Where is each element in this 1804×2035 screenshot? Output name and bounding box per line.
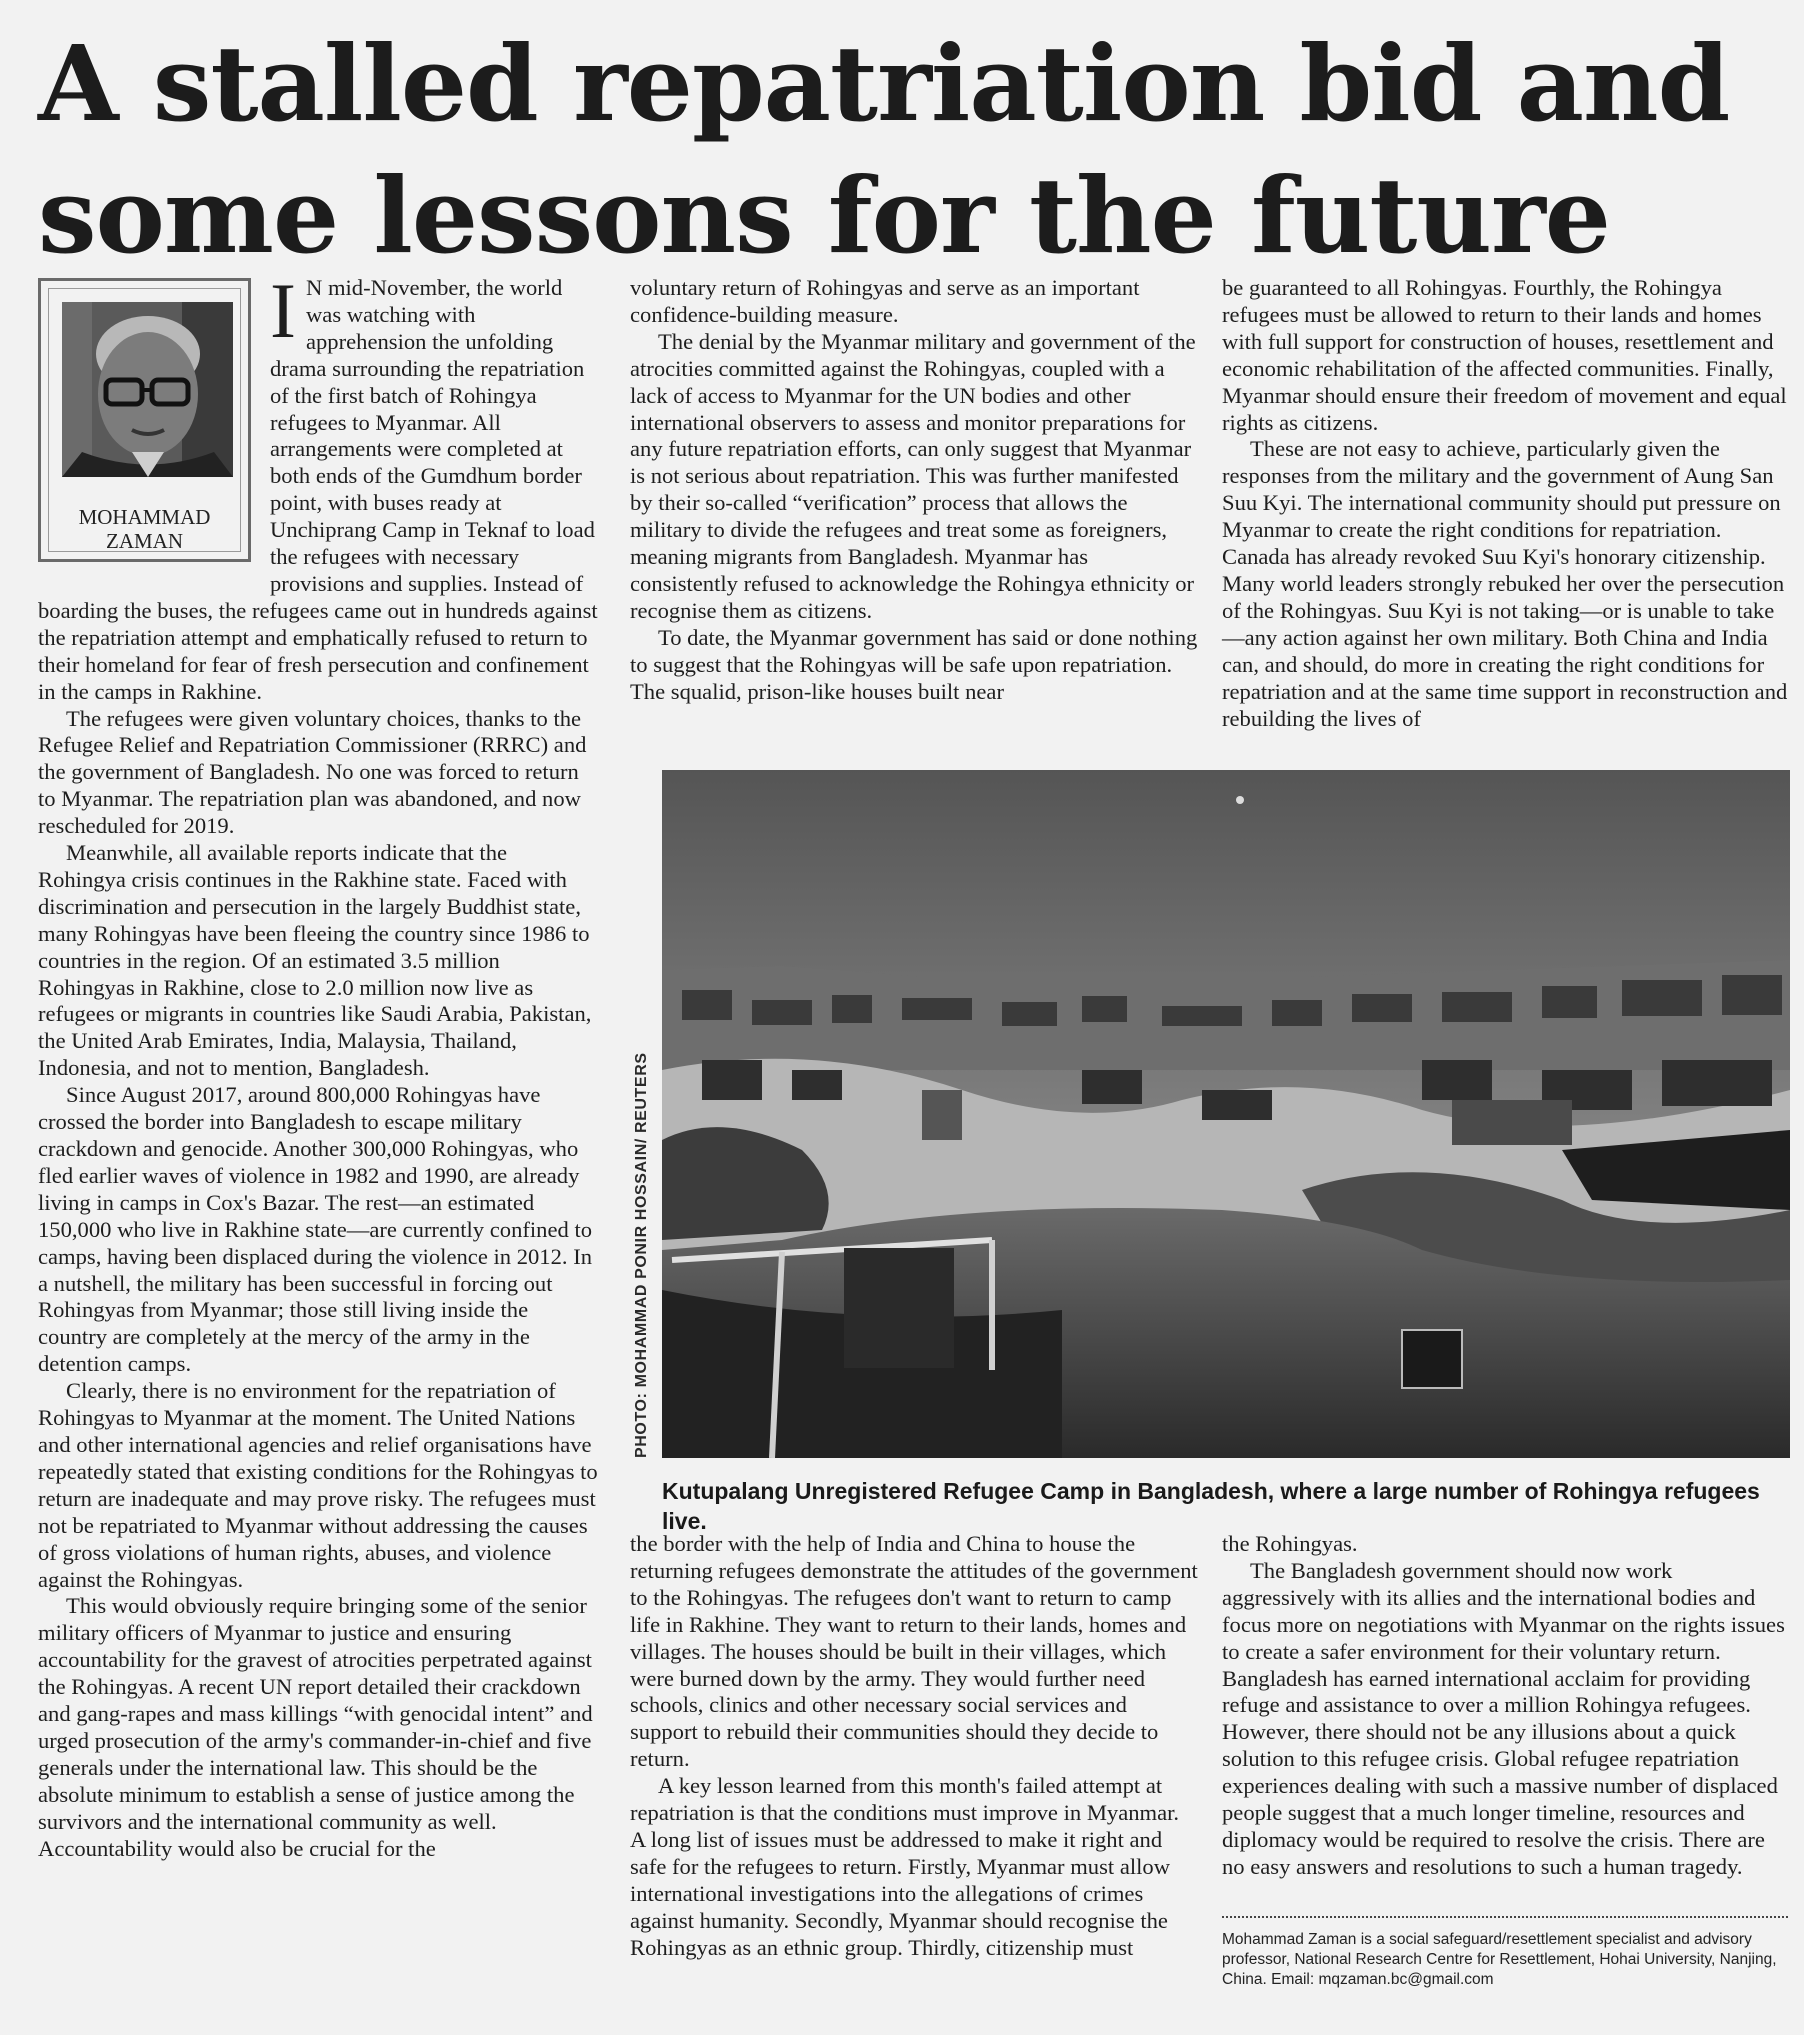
column-3-bottom xyxy=(1222,1531,1788,1881)
column-3-top xyxy=(1222,275,1788,732)
paragraph: Clearly, there is no environment for the repatriation of Rohingyas to Myanmar at the moment. The United Nations and other international agencies and relief organisations have repeatedly stated that existing conditions for the Rohingyas to return are inadequate and may prove risky. The refugees must not be repatriated to Myanmar without addressing the causes of gross violations of human rights, abuses, and violence against the Rohingyas. xyxy=(38,1378,598,1592)
author-bio: Mohammad Zaman is a social safeguard/resettlement specialist and advisory professor, National Research Centre for Resettlement, Hohai University, Nanjing, China. Email: mqzaman.bc@gmail.com xyxy=(1222,1931,1777,1988)
paragraph: be guaranteed to all Rohingyas. Fourthly, the Rohingya refugees must be allowed to return to their lands and homes with full support for construction of houses, resettlement and economic rehabilitation of the affected communities. Finally, Myanmar should ensure their freedom of movement and equal rights as citizens. xyxy=(1222,275,1787,435)
paragraph: the border with the help of India and China to house the returning refugees demonstrate the attitudes of the government to the Rohingyas. The refugees don't want to return to camp life in Rakhine. They want to return to their lands, homes and villages. The houses should be built in their villages, which were burned down by the army. They would further need schools, clinics and other necessary social services and support to rebuild their communities should they decide to return. xyxy=(630,1531,1198,1772)
headline: A stalled repatriation bid and some lessons for the future xyxy=(38,22,1730,277)
paragraph: To date, the Myanmar government has said or done nothing to suggest that the Rohingyas will be safe upon repatriation. The squalid, prison-like houses built near xyxy=(630,624,1198,704)
photo-caption: Kutupalang Unregistered Refugee Camp in Bangladesh, where a large number of Rohingya refugees live. xyxy=(662,1478,1760,1534)
column-2-top xyxy=(630,275,1198,706)
paragraph: Since August 2017, around 800,000 Rohingyas have crossed the border into Bangladesh to escape military crackdown and genocide. Another 300,000 Rohingyas, who fled earlier waves of violence in 1982 and 1990, are already living in camps in Cox's Bazar. The rest—an estimated 150,000 who live in Rakhine state—are currently confined to camps, having been displaced during the violence in 2012. In a nutshell, the military has been successful in forcing out Rohingyas from Myanmar; those still living inside the country are completely at the mercy of the army in the detention camps. xyxy=(38,1082,593,1377)
column-2-bottom xyxy=(630,1531,1198,1962)
paragraph: Meanwhile, all available reports indicate that the Rohingya crisis continues in the Rakhine state. Faced with discrimination and persecution in the largely Buddhist state, many Rohingyas have been fleeing the country since 1986 to countries in the region. Of an estimated 3.5 million Rohingyas in Rakhine, close to 2.0 million now live as refugees or migrants in countries like Saudi Arabia, Pakistan, the United Arab Emirates, India, Malaysia, Thailand, Indonesia, and not to mention, Bangladesh. xyxy=(38,840,592,1081)
photo-credit: PHOTO: MOHAMMAD PONIR HOSSAIN/ REUTERS xyxy=(633,1052,650,1458)
author-name: MOHAMMAD ZAMAN xyxy=(78,505,211,553)
paragraph: the Rohingyas. xyxy=(1222,1531,1358,1556)
paragraph: The Bangladesh government should now work aggressively with its allies and the international bodies and focus more on negotiations with Myanmar on the rights issues to create a safer environment for their voluntary return. Bangladesh has earned international acclaim for providing refuge and assistance to over a million Rohingya refugees. However, there should not be any illusions about a quick solution to this refugee crisis. Global refugee repatriation experiences dealing with such a massive number of displaced people suggest that a much longer timeline, resources and diplomacy would be required to resolve the crisis. There are no easy answers and resolutions to such a human tragedy. xyxy=(1222,1557,1785,1879)
drop-cap: I xyxy=(270,267,296,354)
paragraph: These are not easy to achieve, particularly given the responses from the military and the government of Aung San Suu Kyi. The international community should put pressure on Myanmar to create the right conditions for repatriation. Canada has already revoked Suu Kyi's honorary citizenship. Many world leaders strongly rebuked her over the persecution of the Rohingyas. Suu Kyi is not taking—or is unable to take—any action against her own military. Both China and India can, and should, do more in creating the right conditions for repatriation and at the same time support in reconstruction and rebuilding the lives of xyxy=(1222,436,1788,731)
paragraph: A key lesson learned from this month's failed attempt at repatriation is that the conditions must improve in Myanmar. A long list of issues must be addressed to make it right and safe for the refugees to return. Firstly, Myanmar must allow international investigations into the allegations of crimes against humanity. Secondly, Myanmar should recognise the Rohingyas as an ethnic group. Thirdly, citizenship must xyxy=(630,1773,1180,1960)
refugee-camp-photo xyxy=(662,770,1790,1458)
paragraph: voluntary return of Rohingyas and serve as an important confidence-building measure. xyxy=(630,275,1140,327)
paragraph: N mid-November, the world was watching with apprehension the unfolding drama surrounding the repatriation of the first batch of Rohingya refugees to Myanmar. All arrangements were completed at both ends of the Gumdhum border point, with buses ready at Unchiprang Camp in Teknaf to load the refugees with necessary provisions and supplies. Instead of boarding the buses, the refugees came out in hundreds against the repatriation attempt and emphatically refused to return to their homeland for fear of fresh persecution and confinement in the camps in Rakhine. xyxy=(38,275,598,704)
paragraph: This would obviously require bringing some of the senior military officers of Myanmar to justice and ensuring accountability for the gravest of atrocities perpetrated against the Rohingyas. A recent UN report detailed their crackdown and gang-rapes and mass killings “with genocidal intent” and urged prosecution of the army's commander-in-chief and five generals under the international law. This should be the absolute minimum to establish a sense of justice among the survivors and the international community as well. Accountability would also be crucial for the xyxy=(38,1593,593,1861)
divider xyxy=(1222,1916,1788,1918)
paragraph: The denial by the Myanmar military and government of the atrocities committed against the Rohingyas, coupled with a lack of access to Myanmar for the UN bodies and other international observers to assess and monitor preparations for any future repatriation efforts, can only suggest that Myanmar is not serious about repatriation. This was further manifested by their so-called “verification” process that allows the military to divide the refugees and treat some as foreigners, meaning migrants from Bangladesh. Myanmar has consistently refused to acknowledge the Rohingya ethnicity or recognise them as citizens. xyxy=(630,328,1196,623)
paragraph: The refugees were given voluntary choices, thanks to the Refugee Relief and Repatriation Commissioner (RRRC) and the government of Bangladesh. No one was forced to return to Myanmar. The repatriation plan was abandoned, and now rescheduled for 2019. xyxy=(38,705,587,839)
column-1 xyxy=(38,267,600,1862)
